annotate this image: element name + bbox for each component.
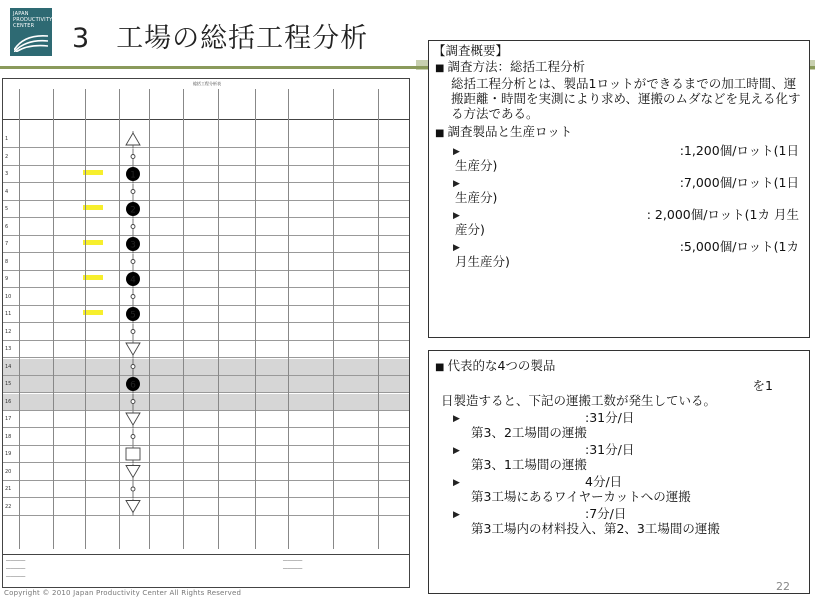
row-number: 10	[5, 293, 12, 300]
bullet-triangle-icon: ▶	[453, 243, 460, 253]
row-number: 4	[5, 188, 9, 195]
dot-icon	[131, 225, 135, 229]
row-number: 15	[5, 381, 12, 387]
dot-icon	[131, 487, 135, 491]
row-number: 2	[5, 153, 9, 160]
row-number: 14	[5, 363, 12, 370]
logo-wave-icon	[14, 30, 48, 52]
grid-line	[53, 89, 54, 549]
form-row	[3, 411, 409, 428]
row-number: 6	[5, 223, 9, 230]
product-list	[435, 145, 803, 269]
grid-line	[85, 89, 86, 549]
row-number: 7	[5, 241, 9, 247]
row-number: 1	[5, 136, 9, 142]
transport-minutes: 4分/日	[585, 474, 623, 489]
method-label: ■ 調査方法：総括工程分析	[435, 59, 803, 76]
highlight-cell	[83, 310, 103, 315]
transport-item	[435, 508, 803, 536]
form-row	[3, 324, 409, 341]
row-number: 16	[5, 398, 12, 405]
product-lot-cont: 産分)	[455, 222, 485, 237]
triangle-icon	[126, 133, 140, 145]
transport-minutes: :31分/日	[585, 410, 635, 425]
square-icon	[126, 448, 140, 460]
product-item	[435, 177, 803, 205]
transport-panel	[428, 350, 810, 594]
dot-icon	[131, 330, 135, 334]
product-lot: : 2,000個/ロット(1カ 月生	[646, 207, 799, 222]
dot-icon	[131, 155, 135, 159]
products-line-b: 日製造すると、下記の運搬工数が発生している。	[441, 393, 717, 408]
title-text: 工場の総括工程分析	[116, 23, 369, 54]
logo-line2: PRODUCTIVITY	[13, 17, 53, 23]
operation-number: 6	[130, 380, 136, 391]
bullet-triangle-icon: ▶	[453, 211, 460, 221]
title-number: 3	[72, 23, 91, 54]
form-row	[3, 376, 409, 393]
form-row	[3, 131, 409, 148]
products-line-a: を1	[752, 378, 773, 393]
triangle-icon	[126, 501, 140, 513]
product-lot-cont: 生産分)	[455, 190, 498, 205]
highlight-cell	[83, 170, 103, 175]
dot-icon	[131, 295, 135, 299]
form-row	[3, 446, 409, 463]
row-number: 19	[5, 451, 12, 457]
product-lot-cont: 生産分)	[455, 158, 498, 173]
row-number: 9	[5, 276, 9, 282]
process-analysis-form	[2, 78, 410, 588]
transport-item	[435, 412, 803, 440]
page-title	[72, 16, 368, 55]
operation-number: 4	[130, 275, 136, 286]
form-row	[3, 236, 409, 253]
survey-heading: 【調査概要】	[433, 43, 509, 58]
form-title: 総括工程分析表	[193, 81, 221, 86]
grid-line	[333, 89, 334, 549]
transport-item	[435, 444, 803, 472]
form-row	[3, 254, 409, 271]
row-number: 8	[5, 258, 9, 265]
operation-number: 2	[130, 205, 136, 216]
transport-desc: 第3工場にあるワイヤーカットへの運搬	[471, 489, 691, 504]
products-heading: ■ 代表的な4つの製品	[435, 358, 803, 375]
row-number: 5	[5, 206, 9, 212]
transport-minutes: :31分/日	[585, 442, 635, 457]
grid-line	[149, 89, 150, 549]
product-lot: :7,000個/ロット(1日	[679, 175, 799, 190]
row-number: 18	[5, 433, 12, 440]
form-row	[3, 341, 409, 358]
row-number: 12	[5, 328, 12, 335]
row-number: 17	[5, 416, 12, 422]
highlight-cell	[83, 275, 103, 280]
highlight-cell	[83, 240, 103, 245]
operation-number: 1	[130, 170, 136, 181]
row-number: 13	[5, 346, 12, 352]
grid-line	[183, 89, 184, 549]
form-row	[3, 499, 409, 516]
dot-icon	[131, 435, 135, 439]
bullet-triangle-icon: ▶	[453, 179, 460, 189]
bullet-triangle-icon: ▶	[453, 446, 460, 456]
form-footer: ──────── ──────── ──────── ──────── ────────	[3, 554, 409, 587]
row-number: 11	[5, 311, 12, 317]
form-row	[3, 271, 409, 288]
survey-overview-panel	[428, 40, 810, 338]
operation-number: 5	[130, 310, 136, 321]
logo-line1: JAPAN	[13, 11, 29, 17]
form-row	[3, 429, 409, 446]
transport-item	[435, 476, 803, 504]
logo-line3: CENTER	[13, 23, 35, 29]
triangle-icon	[126, 466, 140, 478]
page-number: 22	[776, 580, 790, 593]
operation-number: 3	[130, 240, 136, 251]
form-row	[3, 394, 409, 411]
grid-line	[255, 89, 256, 549]
row-number: 3	[5, 171, 9, 177]
grid-line	[218, 89, 219, 549]
bullet-triangle-icon: ▶	[453, 478, 460, 488]
triangle-icon	[126, 343, 140, 355]
row-number: 20	[5, 468, 12, 475]
form-header	[3, 79, 409, 120]
grid-line	[288, 89, 289, 549]
form-row	[3, 289, 409, 306]
bullet-triangle-icon: ▶	[453, 414, 460, 424]
dot-icon	[131, 400, 135, 404]
form-row	[3, 306, 409, 323]
bullet-triangle-icon: ▶	[453, 510, 460, 520]
highlight-cell	[83, 205, 103, 210]
product-item	[435, 209, 803, 237]
row-number: 22	[5, 503, 12, 510]
transport-desc: 第3、1工場間の運搬	[471, 457, 587, 472]
copyright: Copyright © 2010 Japan Productivity Center All Rights Reserved	[4, 589, 242, 597]
form-row	[3, 359, 409, 376]
triangle-icon	[126, 413, 140, 425]
transport-desc: 第3工場内の材料投入、第2、3工場間の運搬	[471, 521, 720, 536]
dot-icon	[131, 190, 135, 194]
transport-desc: 第3、2工場間の運搬	[471, 425, 587, 440]
grid-line	[119, 89, 120, 549]
transport-list	[435, 412, 803, 536]
form-row	[3, 219, 409, 236]
form-row	[3, 201, 409, 218]
dot-icon	[131, 260, 135, 264]
form-row	[3, 464, 409, 481]
product-lot: :1,200個/ロット(1日	[679, 143, 799, 158]
product-item	[435, 145, 803, 173]
product-lot-cont: 月生産分)	[455, 254, 510, 269]
bullet-triangle-icon: ▶	[453, 147, 460, 157]
product-item	[435, 241, 803, 269]
row-number: 21	[5, 486, 12, 492]
form-row	[3, 184, 409, 201]
grid-line	[19, 89, 20, 549]
method-description: 総括工程分析とは、製品1ロットができるまでの加工時間、運搬距離・時間を実測により求め、運搬のムダなどを見える化する方法である。	[451, 76, 801, 121]
form-row	[3, 481, 409, 498]
transport-minutes: :7分/日	[585, 506, 627, 521]
dot-icon	[131, 365, 135, 369]
grid-line	[378, 89, 379, 549]
logo	[10, 8, 52, 56]
products-label: ■ 調査製品と生産ロット	[435, 124, 803, 141]
product-lot: :5,000個/ロット(1カ	[679, 239, 799, 254]
form-row	[3, 166, 409, 183]
form-row	[3, 149, 409, 166]
